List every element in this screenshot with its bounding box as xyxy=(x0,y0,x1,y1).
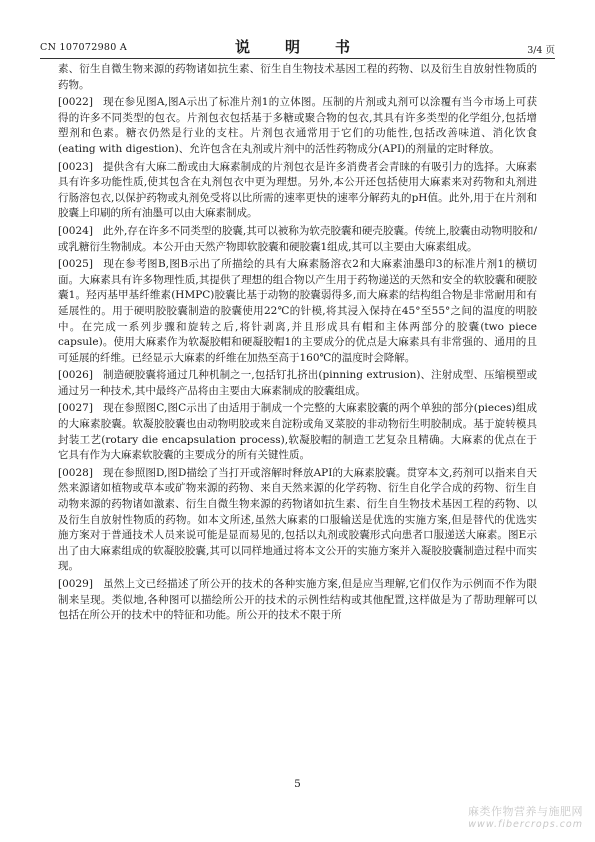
paragraph-text: 提供含有大麻二酚或由大麻素制成的片剂包衣是许多消费者会青睐的有吸引力的选择。大麻素具有许多功能性质,使其包含在丸剂包衣中更为理想。另外,本公开还包括使用大麻素来对药物和丸剂进行肠溶包衣,以保护药物或丸剂免受将以比所需的速率更快的速率分解药丸的pH值。此外,用于在片剂和胶囊上印刷的所有油墨可以由大麻素制成。 xyxy=(58,160,537,220)
paragraph-text: 现在参考图B,图B示出了所描绘的具有大麻素肠溶衣2和大麻素油墨印3的标准片剂1的横切面。大麻素具有许多物理性质,其提供了理想的组合物以产生用于药物递送的天然和安全的软胶囊和硬胶囊1。羟丙基甲基纤维素(HMPC)胶囊比基于动物的胶囊弱得多,而大麻素的结构组合物是非常耐用和有延展性的。用于硬明胶胶囊制造的胶囊使用22℃的针模,将其浸入保持在45°至55°之间的温度的明胶中。在完成一系列步骤和旋转之后,将针剥离,并且形成具有帽和主体两部分的胶囊(two piece capsule)。使用大麻素作为软凝胶帽和硬凝胶帽1的主要成分的优点是大麻素具有非常强的、通用的且可延展的纤维。已经显示大麻素的纤维在加热至高于160℃的温度时会降解。 xyxy=(58,258,537,364)
paragraph-text: 制造硬胶囊将通过几种机制之一,包括钉扎挤出(pinning extrusion)、注射成型、压缩模塑或通过另一种技术,其中最终产品将由主要由大麻素制成的胶囊组成。 xyxy=(58,369,537,397)
paragraph-0027 xyxy=(58,401,537,463)
patent-number: CN 107072980 A xyxy=(40,42,128,53)
paragraph-text: 虽然上文已经描述了所公开的技术的各种实施方案,但是应当理解,它们仅作为示例而不作为限制来呈现。类似地,各种图可以描绘所公开的技术的示例性结构或其他配置,这样做是为了帮助理解可以包括在所公开的技术中的特征和功能。所公开的技术不限于所 xyxy=(58,578,537,622)
paragraph-number: [0025] xyxy=(58,258,93,271)
paragraph-number: [0022] xyxy=(58,96,93,109)
paragraph-number: [0028] xyxy=(58,466,93,479)
paragraph-0029 xyxy=(58,577,537,624)
document-body xyxy=(58,62,537,626)
paragraph-text: 此外,存在许多不同类型的胶囊,其可以被称为软壳胶囊和硬壳胶囊。传统上,胶囊由动物明胶和/或乳糖衍生物制成。本公开由天然产物即软胶囊和硬胶囊1组成,其可以主要由大麻素组成。 xyxy=(58,224,537,253)
page-header xyxy=(40,36,555,56)
page-number: 5 xyxy=(294,778,301,790)
watermark xyxy=(413,805,583,831)
paragraph-number: [0024] xyxy=(58,224,93,237)
paragraph-number: [0029] xyxy=(58,578,93,590)
paragraph-number: [0023] xyxy=(58,160,93,173)
paragraph-0028 xyxy=(58,466,537,575)
paragraph-0023 xyxy=(58,160,537,222)
paragraph-0026 xyxy=(58,368,537,399)
document-title: 说 明 书 xyxy=(234,38,360,56)
paragraph-continuation xyxy=(58,62,537,93)
paragraph-text: 现在参照图D,图D描绘了当打开或溶解时释放API的大麻素胶囊。贯穿本文,药剂可以指来自天然来源诸如植物或草本或矿物来源的药物、来自天然来源的化学药物、衍生自化学合成的药物、衍生自动物来源的药物诸如激素、衍生自微生物来源的药物诸如抗生素、衍生自生物技术基因工程的药物、以及衍生自放射性物质的药物。如本文所述,虽然大麻素的口服输送是优选的实施方案,但是替代的优选实施方案对于普通技术人员来说可能是显而易见的,包括以丸剂或胶囊形式向患者口服递送大麻素。图E示出了由大麻素组成的软凝胶胶囊,其可以同样地通过将本文公开的实施方案并入凝胶胶囊制造过程中而实现。 xyxy=(58,466,537,573)
paragraph-text: 现在参见图A,图A示出了标准片剂1的立体图。压制的片剂或丸剂可以涂覆有当今市场上可获得的许多不同类型的包衣。片剂包衣包括基于多糖或聚合物的包衣,其具有许多类型的化学组分,包括增塑剂和色素。糖衣仍然是行业的支柱。片剂包衣通常用于它们的功能性,包括改善味道、消化饮食(eating with digestion)、允许包含在丸剂或片剂中的活性药物成分(API)的剂量的定时释放。 xyxy=(58,96,537,155)
watermark-url: www.fibercrops.com xyxy=(468,819,583,830)
paragraph-0025 xyxy=(58,257,537,366)
paragraph-text: 现在参照图C,图C示出了由适用于制成一个完整的大麻素胶囊的两个单独的部分(pieces)组成的大麻素胶囊。软凝胶胶囊也由动物明胶或来自淀粉或角叉菜胶的非动物衍生明胶制成。基于旋转模具封装工艺(rotary die encapsulation process),软凝胶帽的制造工艺复杂且精确。大麻素的优点在于它具有作为大麻素软胶囊的主要成分的所有关键性质。 xyxy=(58,402,537,462)
paragraph-0024 xyxy=(58,224,537,255)
watermark-site-name: 麻类作物营养与施肥网 xyxy=(468,805,583,818)
paragraph-number: [0027] xyxy=(58,402,93,415)
paragraph-number: [0026] xyxy=(58,369,93,382)
paragraph-0022 xyxy=(58,95,537,157)
header-rule xyxy=(40,58,555,59)
page-fraction: 3/4 页 xyxy=(527,45,555,56)
paragraph-text: 素、衍生自微生物来源的药物诸如抗生素、衍生自生物技术基因工程的药物、以及衍生自放射性物质的药物。 xyxy=(58,63,537,91)
